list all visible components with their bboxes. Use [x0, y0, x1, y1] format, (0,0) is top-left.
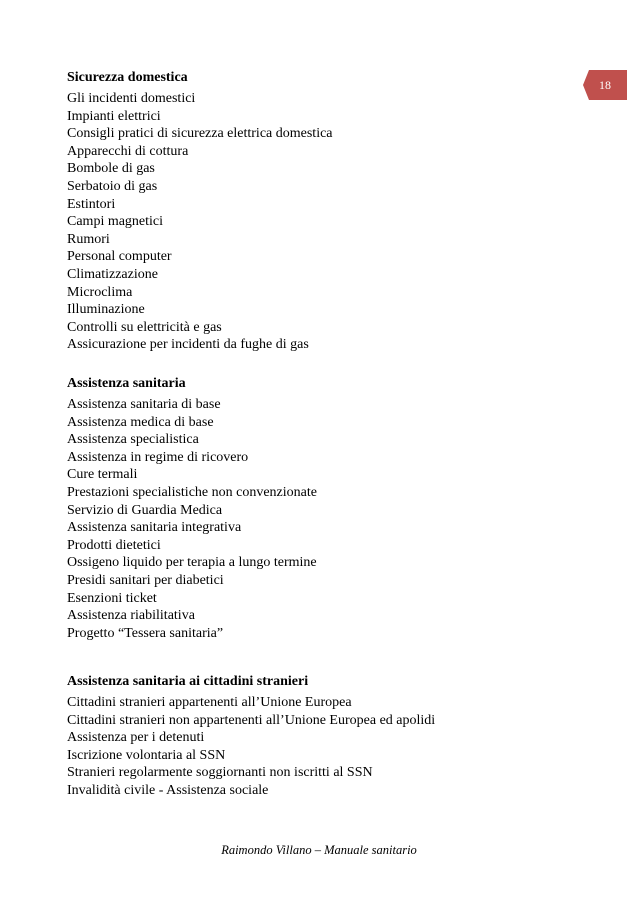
list-item: Invalidità civile - Assistenza sociale [67, 782, 269, 798]
section-title: Sicurezza domestica [67, 70, 188, 85]
list-item: Assistenza riabilitativa [67, 608, 195, 624]
list-item: Impianti elettrici [67, 108, 161, 124]
list-item: Rumori [67, 231, 110, 247]
list-item: Assistenza sanitaria di base [67, 397, 221, 412]
list-item: Assistenza in regime di ricovero [67, 449, 249, 465]
list-item: Esenzioni ticket [67, 590, 157, 606]
section-assistenza-stranieri [67, 673, 567, 800]
section-sicurezza-domestica [67, 69, 567, 354]
list-item: Assicurazione per incidenti da fughe di gas [67, 337, 309, 353]
section-title: Assistenza sanitaria ai cittadini stranieri [67, 674, 309, 689]
list-item: Consigli pratici di sicurezza elettrica domestica [67, 126, 333, 142]
page-number: 18 [599, 78, 611, 92]
list-item: Prestazioni specialistiche non convenzionate [67, 484, 317, 500]
list-item: Servizio di Guardia Medica [67, 502, 223, 518]
section-title: Assistenza sanitaria [67, 376, 186, 391]
list-item: Ossigeno liquido per terapia a lungo termine [67, 555, 317, 571]
page-number-badge [583, 70, 627, 100]
section-item-list [67, 396, 567, 642]
list-item: Microclima [67, 284, 133, 300]
list-item: Serbatoio di gas [67, 178, 158, 194]
list-item: Assistenza specialistica [67, 432, 199, 448]
list-item: Progetto “Tessera sanitaria” [67, 625, 224, 641]
list-item: Bombole di gas [67, 161, 155, 177]
list-item: Assistenza medica di base [67, 414, 214, 430]
list-item: Illuminazione [67, 302, 145, 318]
list-item: Assistenza per i detenuti [67, 730, 205, 746]
section-item-list [67, 90, 567, 354]
list-item: Cittadini stranieri non appartenenti all’Unione Europea ed apolidi [67, 712, 436, 728]
list-item: Assistenza sanitaria integrativa [67, 520, 242, 536]
list-item: Prodotti dietetici [67, 537, 161, 553]
list-item: Presidi sanitari per diabetici [67, 572, 224, 588]
list-item: Gli incidenti domestici [67, 91, 196, 106]
list-item: Controlli su elettricità e gas [67, 319, 222, 335]
section-assistenza-sanitaria [67, 375, 567, 642]
list-item: Campi magnetici [67, 214, 164, 230]
list-item: Cure termali [67, 467, 138, 483]
list-item: Stranieri regolarmente soggiornanti non iscritti al SSN [67, 765, 373, 781]
list-item: Apparecchi di cottura [67, 143, 189, 159]
list-item: Cittadini stranieri appartenenti all’Unione Europea [67, 695, 352, 710]
list-item: Personal computer [67, 249, 172, 265]
list-item: Iscrizione volontaria al SSN [67, 747, 226, 763]
page-footer: Raimondo Villano – Manuale sanitario [221, 843, 417, 857]
section-item-list [67, 694, 567, 800]
list-item: Estintori [67, 196, 116, 212]
list-item: Climatizzazione [67, 266, 158, 282]
